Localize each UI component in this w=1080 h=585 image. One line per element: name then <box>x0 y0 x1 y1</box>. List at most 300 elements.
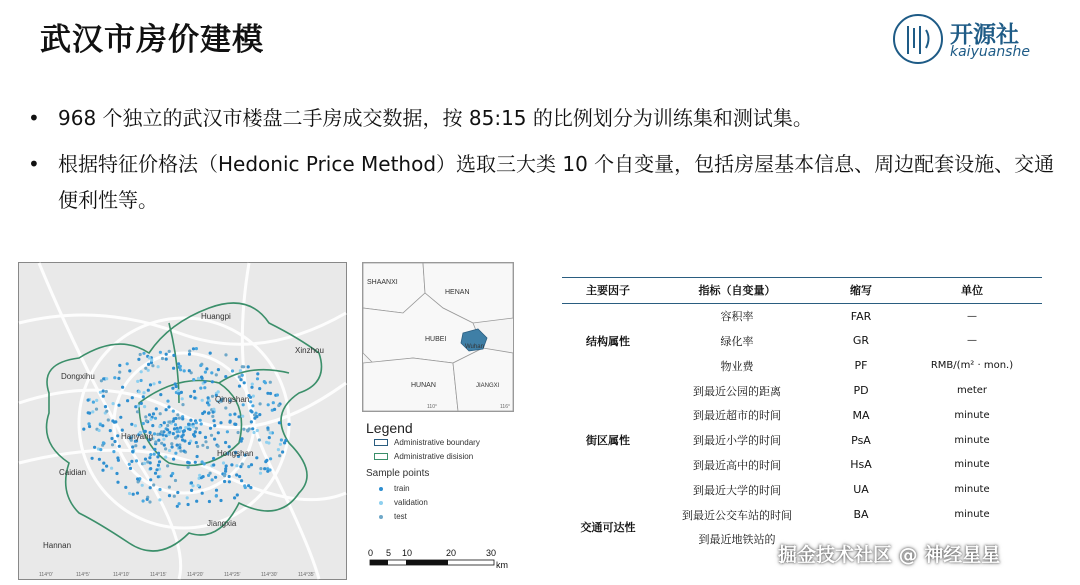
sample-point <box>158 460 161 463</box>
kaiyuanshe-logo <box>893 14 1053 70</box>
lon-tick: 114°35' <box>298 572 315 578</box>
sample-point <box>149 467 152 470</box>
table-cell: minute <box>954 509 990 521</box>
sample-point <box>235 473 238 476</box>
sample-point <box>176 491 179 494</box>
sample-point <box>118 445 121 448</box>
sample-point <box>258 438 261 441</box>
sample-point <box>215 373 218 376</box>
sample-point <box>188 353 191 356</box>
sample-point <box>249 400 252 403</box>
sample-point <box>110 467 113 470</box>
sample-point <box>266 426 269 429</box>
sample-point <box>148 500 151 503</box>
sample-point <box>142 395 145 398</box>
sample-point <box>173 495 176 498</box>
table-cell: 容积率 <box>720 310 754 324</box>
sample-point <box>209 352 212 355</box>
table-header: 缩写 <box>820 278 902 304</box>
legend-point <box>379 501 383 505</box>
place-label: Caidian <box>59 468 87 477</box>
sample-point <box>233 413 236 416</box>
sample-point <box>167 405 170 408</box>
sample-point <box>105 377 108 380</box>
sample-point <box>209 427 212 430</box>
sample-point <box>148 456 151 459</box>
sample-point <box>155 407 158 410</box>
table-row <box>562 303 1042 328</box>
table-cell: meter <box>956 385 988 397</box>
sample-point <box>273 408 276 411</box>
table-cell: HsA <box>850 458 872 472</box>
sample-point <box>160 442 163 445</box>
sample-point <box>128 369 131 372</box>
sample-point <box>210 371 213 374</box>
sample-point <box>201 444 204 447</box>
sample-point <box>269 457 272 460</box>
sample-point <box>181 397 184 400</box>
scale-tick: 0 <box>368 548 374 558</box>
sample-point <box>117 404 120 407</box>
sample-point <box>237 415 240 418</box>
legend-swatch <box>374 453 388 460</box>
scale-tick: 10 <box>402 548 413 558</box>
sample-point <box>276 393 279 396</box>
legend-sample-title: Sample points <box>366 468 430 479</box>
sample-point <box>249 486 252 489</box>
sample-point <box>99 391 102 394</box>
scale-bar <box>366 546 506 576</box>
table-cell: minute <box>954 484 990 496</box>
sample-point <box>147 369 150 372</box>
sample-point <box>235 358 238 361</box>
sample-point <box>277 448 280 451</box>
sample-point <box>200 422 203 425</box>
sample-point <box>251 427 254 430</box>
sample-point <box>190 481 193 484</box>
sample-point <box>178 446 181 449</box>
sample-point <box>174 479 177 482</box>
sample-point <box>168 421 171 424</box>
place-label: Xinzhou <box>295 346 324 355</box>
sample-point <box>219 499 222 502</box>
sample-point <box>195 347 198 350</box>
sample-point <box>284 439 287 442</box>
variable-table <box>562 277 1042 552</box>
sample-point <box>168 449 171 452</box>
sample-point <box>176 444 179 447</box>
sample-point <box>205 367 208 370</box>
sample-point <box>153 453 156 456</box>
sample-point <box>172 367 175 370</box>
sample-point <box>195 421 198 424</box>
sample-point <box>241 415 244 418</box>
sample-point <box>158 488 161 491</box>
sample-point <box>162 438 165 441</box>
sample-point <box>118 364 121 367</box>
sample-point <box>128 492 131 495</box>
table-header: 指标（自变量） <box>654 278 820 304</box>
sample-point <box>226 430 229 433</box>
table-cell: 到最近小学的时间 <box>693 434 781 448</box>
sample-point <box>228 480 231 483</box>
sample-point <box>199 387 202 390</box>
sample-point <box>101 469 104 472</box>
sample-point <box>215 494 218 497</box>
sample-point <box>118 371 121 374</box>
sample-point <box>100 379 103 382</box>
sample-point <box>179 449 182 452</box>
bullet-dot: • <box>28 106 40 130</box>
sample-point <box>177 389 180 392</box>
sample-point <box>130 423 133 426</box>
sample-point <box>148 413 151 416</box>
sample-point <box>171 445 174 448</box>
sample-point <box>193 396 196 399</box>
sample-point <box>174 452 177 455</box>
sample-point <box>211 415 214 418</box>
table-cell: 到最近高中的时间 <box>693 458 781 472</box>
sample-point <box>217 368 220 371</box>
place-label: Hanyang <box>121 432 154 441</box>
sample-point <box>237 431 240 434</box>
sample-point <box>176 430 179 433</box>
sample-point <box>228 475 231 478</box>
sample-point <box>157 475 160 478</box>
province-label: JIANGXI <box>476 383 500 389</box>
sample-point <box>144 415 147 418</box>
sample-point <box>229 413 232 416</box>
sample-point <box>165 358 168 361</box>
table-cell: RMB/(m² · mon.) <box>930 360 1014 372</box>
sample-point <box>158 425 161 428</box>
sample-point <box>155 468 158 471</box>
sample-point <box>281 450 284 453</box>
sample-point <box>137 404 140 407</box>
sample-point <box>134 444 137 447</box>
sample-point <box>231 369 234 372</box>
sample-point <box>159 351 162 354</box>
sample-point <box>229 420 232 423</box>
sample-point <box>241 365 244 368</box>
group-name: 街区属性 <box>586 434 630 448</box>
legend-item <box>366 510 526 524</box>
table-cell: 物业费 <box>720 359 754 373</box>
sample-point <box>188 350 191 353</box>
sample-point <box>256 372 259 375</box>
sample-point <box>201 399 204 402</box>
sample-point <box>113 376 116 379</box>
table-cell: PsA <box>851 433 871 447</box>
sample-point <box>171 387 174 390</box>
sample-point <box>166 400 169 403</box>
sample-point <box>288 423 291 426</box>
sample-point <box>143 405 146 408</box>
sample-point <box>170 442 173 445</box>
sample-point <box>142 422 145 425</box>
legend-point <box>379 487 383 491</box>
sample-point <box>250 386 253 389</box>
wuhan-sample-map <box>18 262 347 580</box>
sample-point <box>233 496 236 499</box>
sample-point <box>149 478 152 481</box>
sample-point <box>267 441 270 444</box>
sample-point <box>139 353 142 356</box>
sample-point <box>148 356 151 359</box>
sample-point <box>193 435 196 438</box>
sample-point <box>156 433 159 436</box>
sample-point <box>137 480 140 483</box>
table-cell: BA <box>853 508 869 522</box>
table-header: 主要因子 <box>562 278 654 304</box>
sample-point <box>154 440 157 443</box>
sample-point <box>217 390 220 393</box>
group-name: 结构属性 <box>586 334 630 348</box>
sample-point <box>147 363 150 366</box>
sample-point <box>178 502 181 505</box>
sample-point <box>201 377 204 380</box>
sample-point <box>113 440 116 443</box>
sample-point <box>246 429 249 432</box>
legend-item <box>366 496 526 510</box>
sample-point <box>145 419 148 422</box>
sample-point <box>189 395 192 398</box>
sample-point <box>277 404 280 407</box>
sample-point <box>234 423 237 426</box>
sample-point <box>258 413 261 416</box>
table-cell: PF <box>854 359 868 373</box>
sample-point <box>93 446 96 449</box>
sample-point <box>206 446 209 449</box>
sample-point <box>151 364 154 367</box>
province-label: HUNAN <box>411 382 436 389</box>
sample-point <box>204 440 207 443</box>
scale-tick: 5 <box>386 548 392 558</box>
sample-point <box>165 353 168 356</box>
sample-point <box>197 484 200 487</box>
sample-point <box>87 422 90 425</box>
sample-point <box>144 458 147 461</box>
china-inset-map <box>362 262 514 412</box>
sample-point <box>142 391 145 394</box>
sample-point <box>140 370 143 373</box>
sample-point <box>115 472 118 475</box>
table-cell: GR <box>852 334 870 348</box>
sample-point <box>219 421 222 424</box>
sample-point <box>239 378 242 381</box>
sample-point <box>179 365 182 368</box>
sample-point <box>168 431 171 434</box>
sample-point <box>195 500 198 503</box>
sample-point <box>171 472 174 475</box>
sample-point <box>182 433 185 436</box>
sample-point <box>177 392 180 395</box>
sample-point <box>211 478 214 481</box>
sample-point <box>186 461 189 464</box>
sample-point <box>263 380 266 383</box>
sample-point <box>255 456 258 459</box>
sample-point <box>256 429 259 432</box>
sample-point <box>91 410 94 413</box>
sample-point <box>278 454 281 457</box>
lon-tick: 114°10' <box>113 572 130 578</box>
table-cell: 到最近超市的时间 <box>693 409 781 423</box>
table-cell: 到最近大学的时间 <box>693 483 781 497</box>
sample-point <box>199 419 202 422</box>
sample-point <box>217 431 220 434</box>
table-cell: 到最近公园的距离 <box>693 384 781 398</box>
sample-point <box>176 413 179 416</box>
sample-point <box>176 427 179 430</box>
sample-point <box>213 424 216 427</box>
sample-point <box>188 442 191 445</box>
scale-unit: km <box>496 560 508 570</box>
sample-point <box>189 419 192 422</box>
sample-point <box>213 438 216 441</box>
table-cell: MA <box>852 408 870 422</box>
sample-point <box>188 369 191 372</box>
sample-point <box>211 395 214 398</box>
inset-tick: 116° <box>500 404 510 410</box>
sample-point <box>159 412 162 415</box>
sample-point <box>187 466 190 469</box>
sample-point <box>266 470 269 473</box>
sample-point <box>174 382 177 385</box>
legend-label: test <box>394 512 407 521</box>
sample-point <box>91 457 94 460</box>
sample-point <box>160 430 163 433</box>
sample-point <box>195 427 198 430</box>
sample-point <box>224 406 227 409</box>
sample-point <box>258 387 261 390</box>
sample-point <box>119 416 122 419</box>
table-row <box>562 502 1042 527</box>
sample-point <box>136 410 139 413</box>
sample-point <box>223 474 226 477</box>
table-cell: 绿化率 <box>720 334 754 348</box>
inset-canvas <box>363 263 513 411</box>
sample-point <box>243 381 246 384</box>
logo-mark-icon <box>893 14 943 64</box>
sample-point <box>130 460 133 463</box>
sample-point <box>116 481 119 484</box>
sample-point <box>102 395 105 398</box>
sample-point <box>95 399 98 402</box>
sample-point <box>116 434 119 437</box>
sample-point <box>131 445 134 448</box>
sample-point <box>128 463 131 466</box>
sample-point <box>146 498 149 501</box>
sample-point <box>149 461 152 464</box>
sample-point <box>113 421 116 424</box>
sample-point <box>136 492 139 495</box>
sample-point <box>196 445 199 448</box>
sample-point <box>157 464 160 467</box>
sample-point <box>269 431 272 434</box>
sample-point <box>250 420 253 423</box>
logo-subtitle: kaiyuanshe <box>950 44 1030 60</box>
sample-point <box>140 379 143 382</box>
bullet-text: 968 个独立的武汉市楼盘二手房成交数据，按 85:15 的比例划分为训练集和测试集。 <box>58 106 813 130</box>
province-label: SHAANXI <box>367 279 398 286</box>
sample-point <box>164 447 167 450</box>
slide-title: 武汉市房价建模 <box>40 22 264 58</box>
inset-tick: 110° <box>427 404 437 410</box>
sample-point <box>183 450 186 453</box>
sample-point <box>157 452 160 455</box>
sample-point <box>194 430 197 433</box>
legend-label: train <box>394 484 410 493</box>
sample-point <box>143 462 146 465</box>
sample-point <box>157 365 160 368</box>
sample-point <box>182 430 185 433</box>
table-cell: minute <box>954 434 990 446</box>
sample-point <box>204 436 207 439</box>
sample-point <box>151 424 154 427</box>
sample-point <box>249 409 252 412</box>
sample-point <box>239 369 242 372</box>
sample-point <box>279 443 282 446</box>
sample-point <box>102 441 105 444</box>
sample-point <box>136 477 139 480</box>
legend-title: Legend <box>366 420 413 436</box>
sample-point <box>156 455 159 458</box>
legend-label: validation <box>394 498 428 507</box>
sample-point <box>206 401 209 404</box>
legend-swatch <box>374 439 388 446</box>
sample-point <box>166 424 169 427</box>
sample-point <box>112 402 115 405</box>
sample-point <box>201 492 204 495</box>
sample-point <box>138 390 141 393</box>
sample-point <box>140 402 143 405</box>
sample-point <box>199 364 202 367</box>
sample-point <box>168 486 171 489</box>
sample-point <box>149 453 152 456</box>
place-label: Huangpi <box>201 312 231 321</box>
sample-point <box>165 408 168 411</box>
sample-point <box>195 441 198 444</box>
sample-point <box>251 383 254 386</box>
sample-point <box>223 480 226 483</box>
map-canvas <box>19 263 346 579</box>
sample-point <box>104 405 107 408</box>
sample-point <box>251 404 254 407</box>
sample-point <box>105 390 108 393</box>
sample-point <box>153 448 156 451</box>
sample-point <box>266 392 269 395</box>
sample-point <box>168 494 171 497</box>
sample-point <box>102 389 105 392</box>
sample-point <box>224 470 227 473</box>
sample-point <box>166 428 169 431</box>
sample-point <box>235 464 238 467</box>
table-cell: minute <box>954 459 990 471</box>
legend-label: Administrative boundary <box>394 438 480 447</box>
table-cell: 到最近公交车站的时间 <box>682 508 792 522</box>
legend-point <box>379 515 383 519</box>
sample-point <box>212 419 215 422</box>
sample-point <box>126 362 129 365</box>
sample-point <box>161 357 164 360</box>
bullet-dot: • <box>28 152 40 176</box>
sample-point <box>178 417 181 420</box>
table-cell: minute <box>954 409 990 421</box>
bullet-item <box>20 100 1060 136</box>
sample-point <box>259 472 262 475</box>
sample-point <box>224 441 227 444</box>
scale-tick: 30 <box>486 548 497 558</box>
